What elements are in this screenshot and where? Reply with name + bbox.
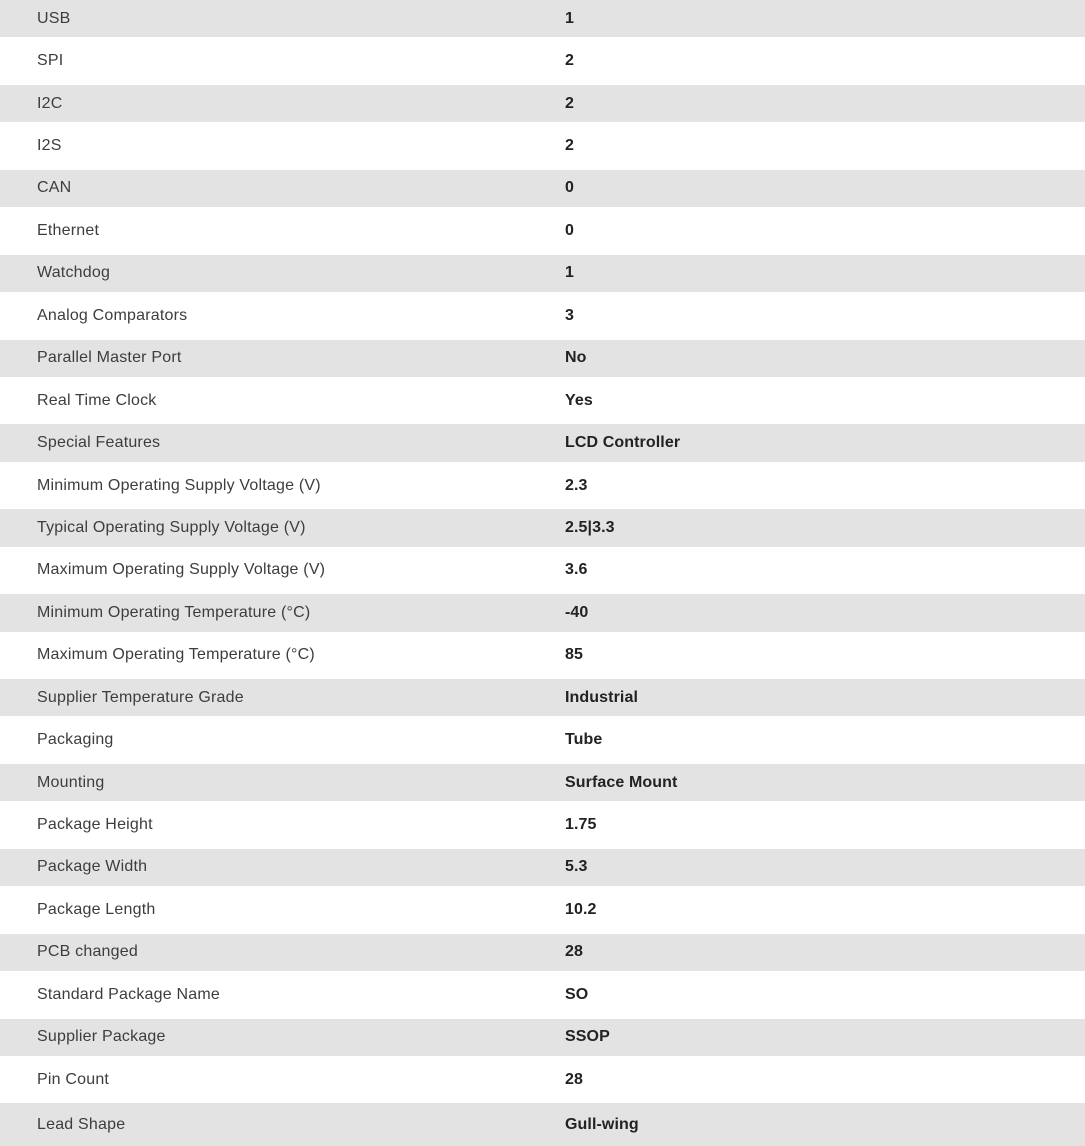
table-row (0, 806, 1085, 848)
spec-value: Tube (565, 731, 603, 749)
spec-label: Package Height (37, 816, 153, 834)
spec-value: Surface Mount (565, 773, 678, 791)
spec-label: Mounting (37, 773, 105, 791)
spec-value: 1 (565, 9, 574, 27)
table-row (0, 170, 1085, 212)
table-row (0, 976, 1085, 1018)
table-row (0, 297, 1085, 339)
table-row (0, 467, 1085, 509)
spec-label: I2S (37, 137, 62, 155)
spec-label: Package Length (37, 900, 156, 918)
table-row (0, 85, 1085, 127)
spec-label: Typical Operating Supply Voltage (V) (37, 518, 306, 536)
spec-value: 0 (565, 221, 574, 239)
spec-label: Packaging (37, 731, 114, 749)
table-row (0, 255, 1085, 297)
spec-value: 0 (565, 179, 574, 197)
table-row (0, 594, 1085, 636)
spec-value: 2.3 (565, 476, 588, 494)
spec-label: Special Features (37, 434, 161, 452)
table-row (0, 679, 1085, 721)
spec-value: SO (565, 985, 589, 1003)
spec-value: 85 (565, 646, 583, 664)
table-row (0, 382, 1085, 424)
table-row (0, 552, 1085, 594)
table-row (0, 0, 1085, 42)
spec-value: 3.6 (565, 561, 588, 579)
spec-value: 5.3 (565, 858, 588, 876)
table-row (0, 764, 1085, 806)
spec-value: 2 (565, 137, 574, 155)
spec-value: 1 (565, 264, 574, 282)
spec-label: Maximum Operating Temperature (°C) (37, 646, 315, 664)
spec-label: Lead Shape (37, 1115, 126, 1133)
spec-label: Watchdog (37, 264, 111, 282)
spec-label: CAN (37, 179, 72, 197)
spec-label: Supplier Temperature Grade (37, 688, 244, 706)
spec-value: 3 (565, 306, 574, 324)
spec-label: Minimum Operating Supply Voltage (V) (37, 476, 321, 494)
spec-value: Gull-wing (565, 1115, 639, 1133)
spec-value: Yes (565, 391, 593, 409)
spec-label: Parallel Master Port (37, 349, 182, 367)
table-row (0, 1061, 1085, 1103)
spec-label: Real Time Clock (37, 391, 157, 409)
spec-label: USB (37, 9, 71, 27)
spec-label: Minimum Operating Temperature (°C) (37, 603, 311, 621)
spec-value: Industrial (565, 688, 639, 706)
table-row (0, 424, 1085, 466)
table-row (0, 891, 1085, 933)
spec-value: 1.75 (565, 816, 597, 834)
spec-label: Ethernet (37, 221, 100, 239)
spec-value: -40 (565, 603, 589, 621)
table-row (0, 1019, 1085, 1061)
spec-label: PCB changed (37, 943, 138, 961)
spec-value: SSOP (565, 1028, 610, 1046)
table-row (0, 127, 1085, 169)
spec-value: 2 (565, 94, 574, 112)
table-row (0, 637, 1085, 679)
spec-label: Package Width (37, 858, 148, 876)
spec-value: No (565, 349, 587, 367)
spec-label: Analog Comparators (37, 306, 188, 324)
table-row (0, 212, 1085, 254)
spec-value: 2.5|3.3 (565, 518, 615, 536)
table-row (0, 1103, 1085, 1146)
spec-label: Pin Count (37, 1070, 110, 1088)
spec-value: 2 (565, 52, 574, 70)
table-row (0, 849, 1085, 891)
table-row (0, 721, 1085, 763)
spec-label: SPI (37, 52, 64, 70)
table-row (0, 42, 1085, 84)
spec-value: LCD Controller (565, 434, 681, 452)
table-row (0, 934, 1085, 976)
spec-value: 28 (565, 1070, 583, 1088)
table-row (0, 340, 1085, 382)
table-row (0, 509, 1085, 551)
spec-label: Supplier Package (37, 1028, 166, 1046)
spec-label: Maximum Operating Supply Voltage (V) (37, 561, 326, 579)
spec-value: 28 (565, 943, 583, 961)
spec-label: Standard Package Name (37, 985, 220, 1003)
spec-value: 10.2 (565, 900, 597, 918)
spec-label: I2C (37, 94, 63, 112)
